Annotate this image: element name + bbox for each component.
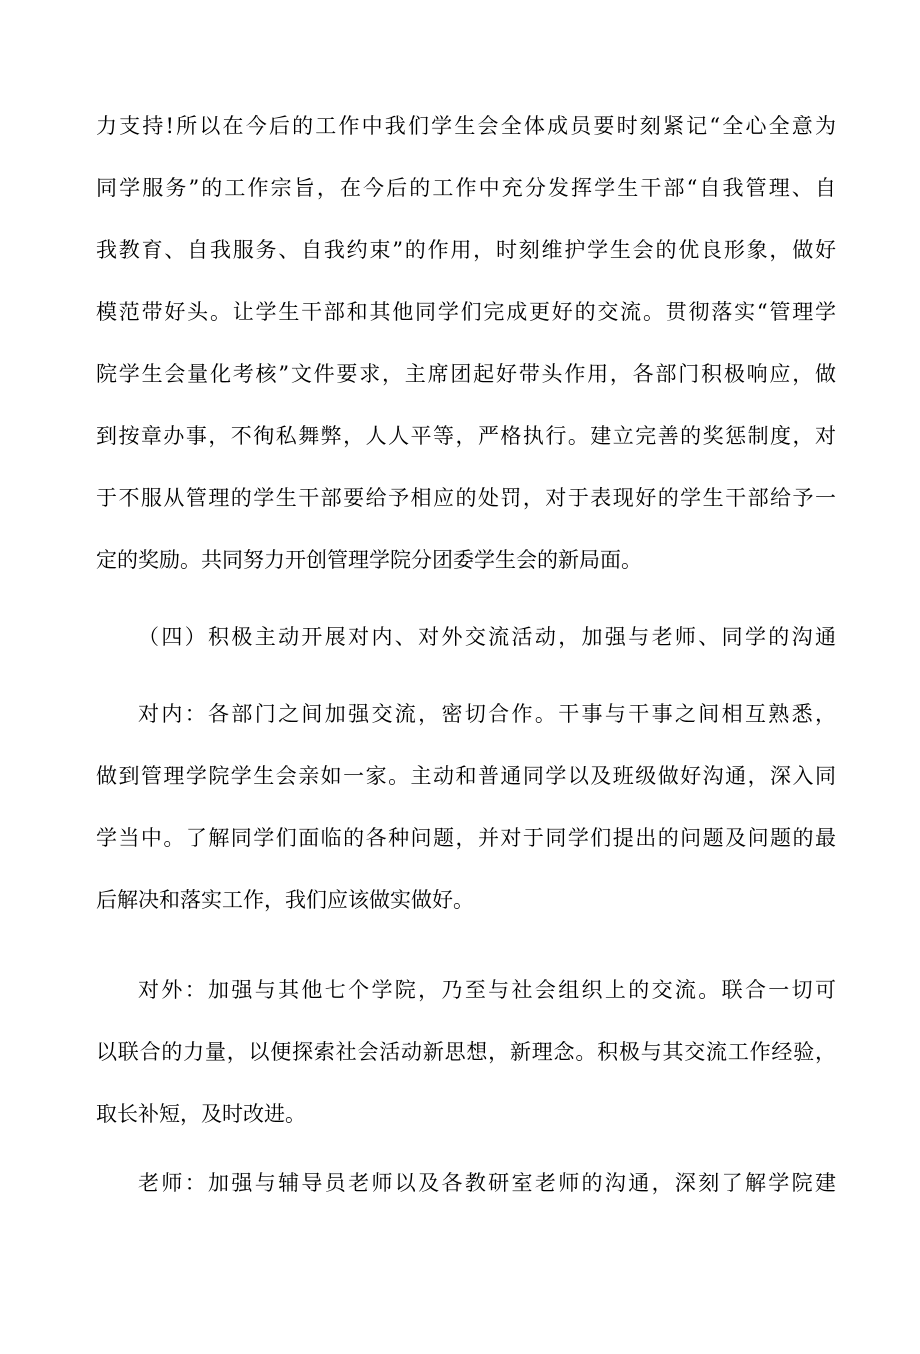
paragraph-line: 定的奖励。共同努力开创管理学院分团委学生会的新局面。 <box>96 548 642 572</box>
paragraph-line: 同学服务”的工作宗旨，在今后的工作中充分发挥学生干部“自我管理、自 <box>96 176 836 200</box>
paragraph-line: 对内：各部门之间加强交流，密切合作。干事与干事之间相互熟悉， <box>138 702 836 726</box>
paragraph-line: 我教育、自我服务、自我约束”的作用，时刻维护学生会的优良形象，做好 <box>96 238 836 262</box>
paragraph-line: 院学生会量化考核”文件要求，主席团起好带头作用，各部门积极响应，做 <box>96 362 836 386</box>
paragraph-line: 以联合的力量，以便探索社会活动新思想，新理念。积极与其交流工作经验， <box>96 1040 836 1064</box>
section-heading: （四）积极主动开展对内、对外交流活动，加强与老师、同学的沟通 <box>138 625 836 649</box>
paragraph-line: 学当中。了解同学们面临的各种问题，并对于同学们提出的问题及问题的最 <box>96 826 836 850</box>
paragraph-line: 后解决和落实工作，我们应该做实做好。 <box>96 888 474 912</box>
paragraph-line: 力支持!所以在今后的工作中我们学生会全体成员要时刻紧记“全心全意为 <box>96 114 836 138</box>
paragraph-line: 对外：加强与其他七个学院，乃至与社会组织上的交流。联合一切可 <box>138 978 836 1002</box>
paragraph-line: 取长补短，及时改进。 <box>96 1102 306 1126</box>
paragraph-line: 做到管理学院学生会亲如一家。主动和普通同学以及班级做好沟通，深入同 <box>96 764 836 788</box>
paragraph-line: 老师：加强与辅导员老师以及各教研室老师的沟通，深刻了解学院建 <box>138 1171 836 1195</box>
paragraph-line: 于不服从管理的学生干部要给予相应的处罚，对于表现好的学生干部给予一 <box>96 486 836 510</box>
paragraph-line: 模范带好头。让学生干部和其他同学们完成更好的交流。贯彻落实“管理学 <box>96 300 836 324</box>
paragraph-line: 到按章办事，不徇私舞弊，人人平等，严格执行。建立完善的奖惩制度，对 <box>96 424 836 448</box>
